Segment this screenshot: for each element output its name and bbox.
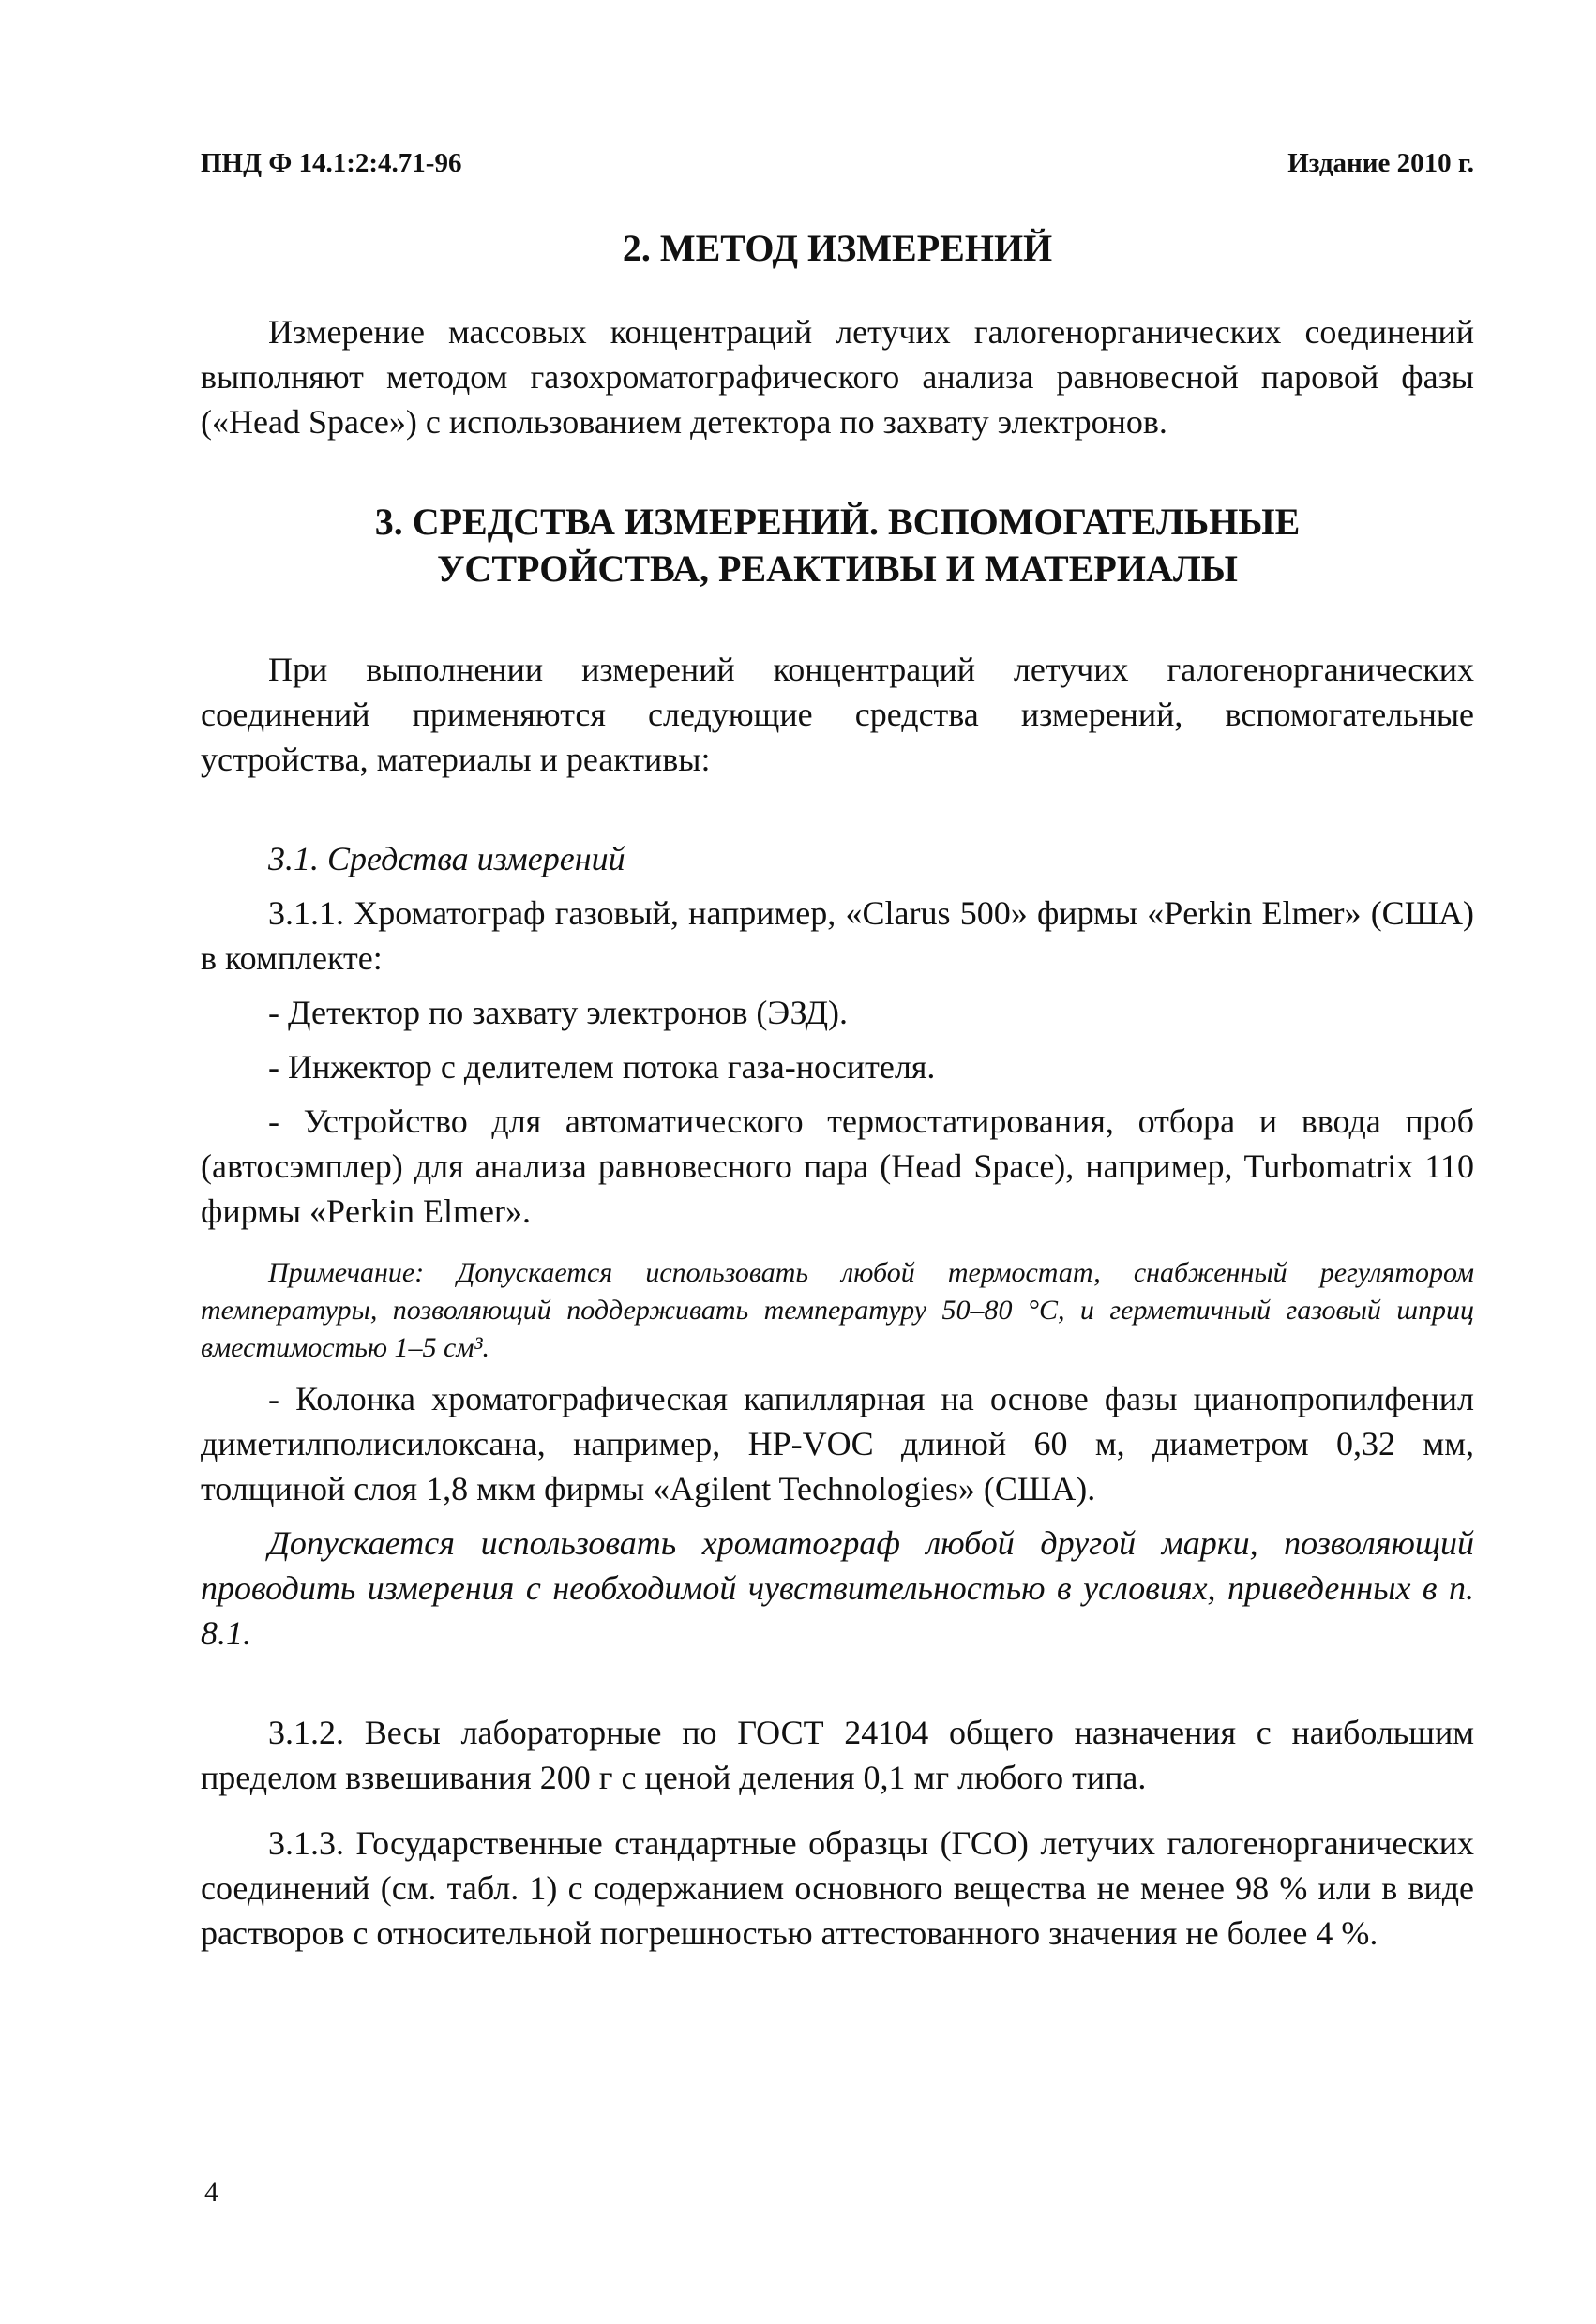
page-content	[201, 225, 1474, 1956]
section-3-title	[201, 499, 1474, 592]
section-3-intro: При выполнении измерений концентраций летучих галогенорганических соединений применяются следующие средства измерений, вспомогательные устройства, материалы и реактивы:	[201, 651, 1474, 778]
page-header	[201, 148, 1474, 186]
bullet-autosampler: - Устройство для автоматического термостатирования, отбора и ввода проб (автосэмплер) для анализа равновесного пара (Head Space), например, Turbomatrix 110 фирмы «Perkin Elmer».	[201, 1102, 1474, 1230]
edition-label: Издание 2010 г.	[1287, 148, 1474, 178]
bullet-injector: - Инжектор с делителем потока газа-носителя.	[268, 1048, 936, 1086]
item-3-1-1: 3.1.1. Хроматограф газовый, например, «Clarus 500» фирмы «Perkin Elmer» (США) в комплекте:	[201, 894, 1474, 977]
item-3-1-3: 3.1.3. Государственные стандартные образцы (ГСО) летучих галогенорганических соединений (см. табл. 1) с содержанием основного вещества не менее 98 % или в виде растворов с относительной погрешностью аттестованного значения не более 4 %.	[201, 1824, 1474, 1952]
allowed-paragraph: Допускается использовать хроматограф любой другой марки, позволяющий проводить измерения с необходимой чувствительностью в условиях, приведенных в п. 8.1.	[201, 1524, 1474, 1652]
section-2-title: 2. МЕТОД ИЗМЕРЕНИЙ	[622, 227, 1053, 269]
section-3-title-line-1: 3. СРЕДСТВА ИЗМЕРЕНИЙ. ВСПОМОГАТЕЛЬНЫЕ	[374, 501, 1301, 543]
bullet-column: - Колонка хроматографическая капиллярная на основе фазы цианопропилфенил диметилполисилоксана, например, HP-VOC длиной 60 м, диаметром 0,32 мм, толщиной слоя 1,8 мкм фирмы «Agilent Technologies» (США).	[201, 1380, 1474, 1507]
note-paragraph: Примечание: Допускается использовать любой термостат, снабженный регулятором температуры, позволяющий поддерживать температуру 50–80 °С, и герметичный газовый шприц вместимостью 1–5 см³.	[201, 1257, 1474, 1363]
document-code: ПНД Ф 14.1:2:4.71-96	[201, 148, 462, 178]
subsection-3-1-title: 3.1. Средства измерений	[268, 840, 625, 877]
section-2-paragraph: Измерение массовых концентраций летучих галогенорганических соединений выполняют методом газохроматографического анализа равновесной паровой фазы («Head Space») с использованием детектора по захвату электронов.	[201, 313, 1474, 441]
item-3-1-2: 3.1.2. Весы лабораторные по ГОСТ 24104 общего назначения с наибольшим пределом взвешивания 200 г с ценой деления 0,1 мг любого типа.	[201, 1714, 1474, 1796]
bullet-detector: - Детектор по захвату электронов (ЭЗД).	[268, 994, 849, 1031]
page-number: 4	[204, 2177, 218, 2208]
section-3-title-line-2: УСТРОЙСТВА, РЕАКТИВЫ И МАТЕРИАЛЫ	[437, 547, 1238, 590]
